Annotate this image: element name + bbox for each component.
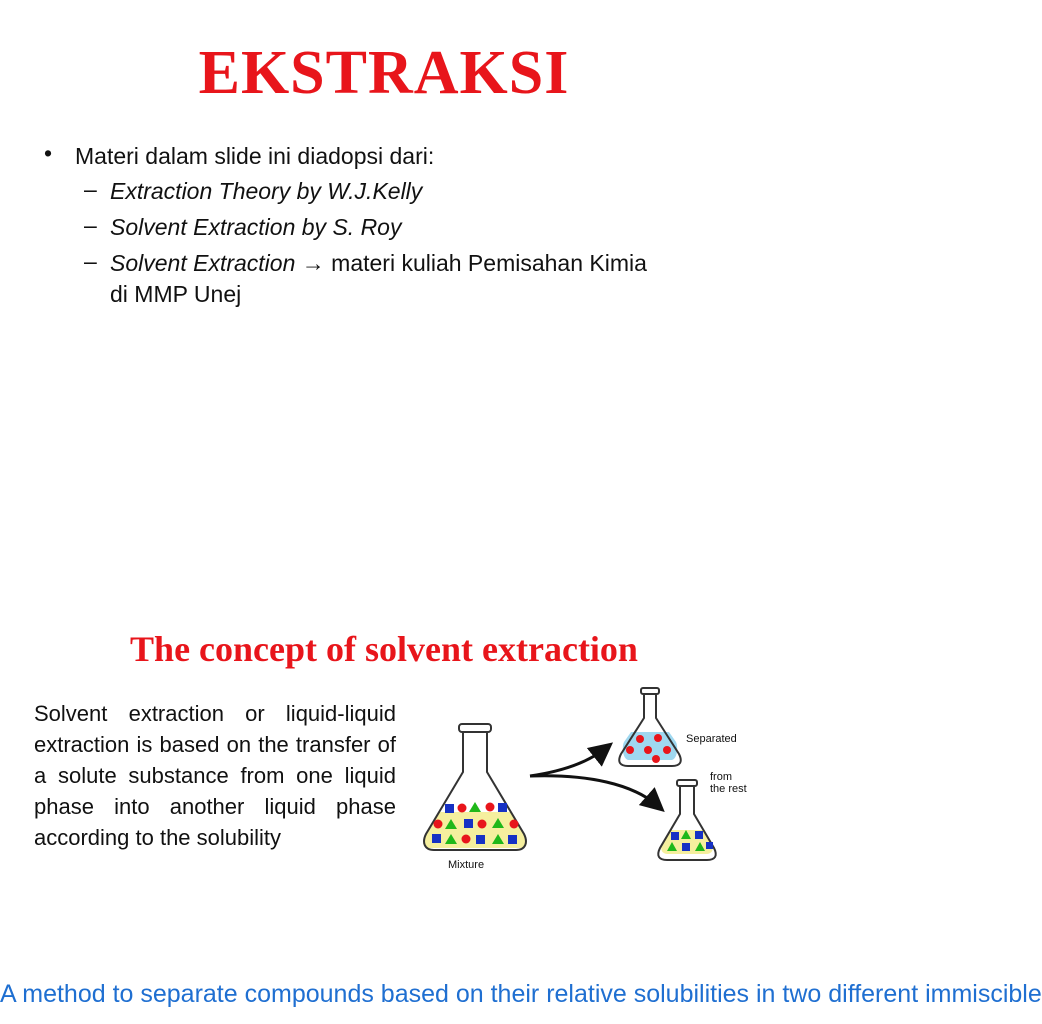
sub-item-italic: Solvent Extraction bbox=[110, 250, 296, 276]
bullet-text: Materi dalam slide ini diadopsi dari: bbox=[75, 143, 435, 169]
dash-marker: – bbox=[84, 248, 97, 274]
separated-flask bbox=[619, 688, 681, 766]
sub-item-italic: Solvent Extraction by S. Roy bbox=[110, 214, 402, 240]
arrow-down-icon bbox=[530, 776, 658, 806]
sub-item-rest: materi kuliah Pemisahan Kimia bbox=[331, 250, 647, 276]
arrow-right-icon: → bbox=[301, 250, 325, 276]
dash-marker: – bbox=[84, 212, 97, 238]
mixture-flask bbox=[423, 724, 527, 850]
bullet-dot: • bbox=[44, 140, 53, 166]
rest-flask bbox=[658, 780, 716, 860]
slide-1 bbox=[0, 0, 768, 580]
description-paragraph: Solvent extraction or liquid-liquid extraction is based on the transfer of a solute substance from one liquid phase into another liquid phase according to the solubility bbox=[34, 701, 396, 850]
label-rest: the rest bbox=[710, 783, 747, 795]
extraction-diagram bbox=[418, 684, 768, 896]
label-separated: Separated bbox=[686, 733, 737, 745]
label-mixture: Mixture bbox=[448, 859, 485, 871]
sub-item-italic: Extraction Theory by W.J.Kelly bbox=[110, 178, 423, 204]
arrow-up-icon bbox=[530, 748, 606, 776]
slide-2 bbox=[0, 580, 1042, 1024]
slide-title: The concept of solvent extraction bbox=[130, 629, 638, 669]
label-from: from bbox=[710, 771, 732, 783]
sub-item-rest-line2: di MMP Unej bbox=[110, 281, 242, 307]
method-description: A method to separate compounds based on their relative solubilities in two different immiscible bbox=[0, 980, 1042, 1008]
dash-marker: – bbox=[84, 176, 97, 202]
slide-title: EKSTRAKSI bbox=[198, 39, 570, 107]
